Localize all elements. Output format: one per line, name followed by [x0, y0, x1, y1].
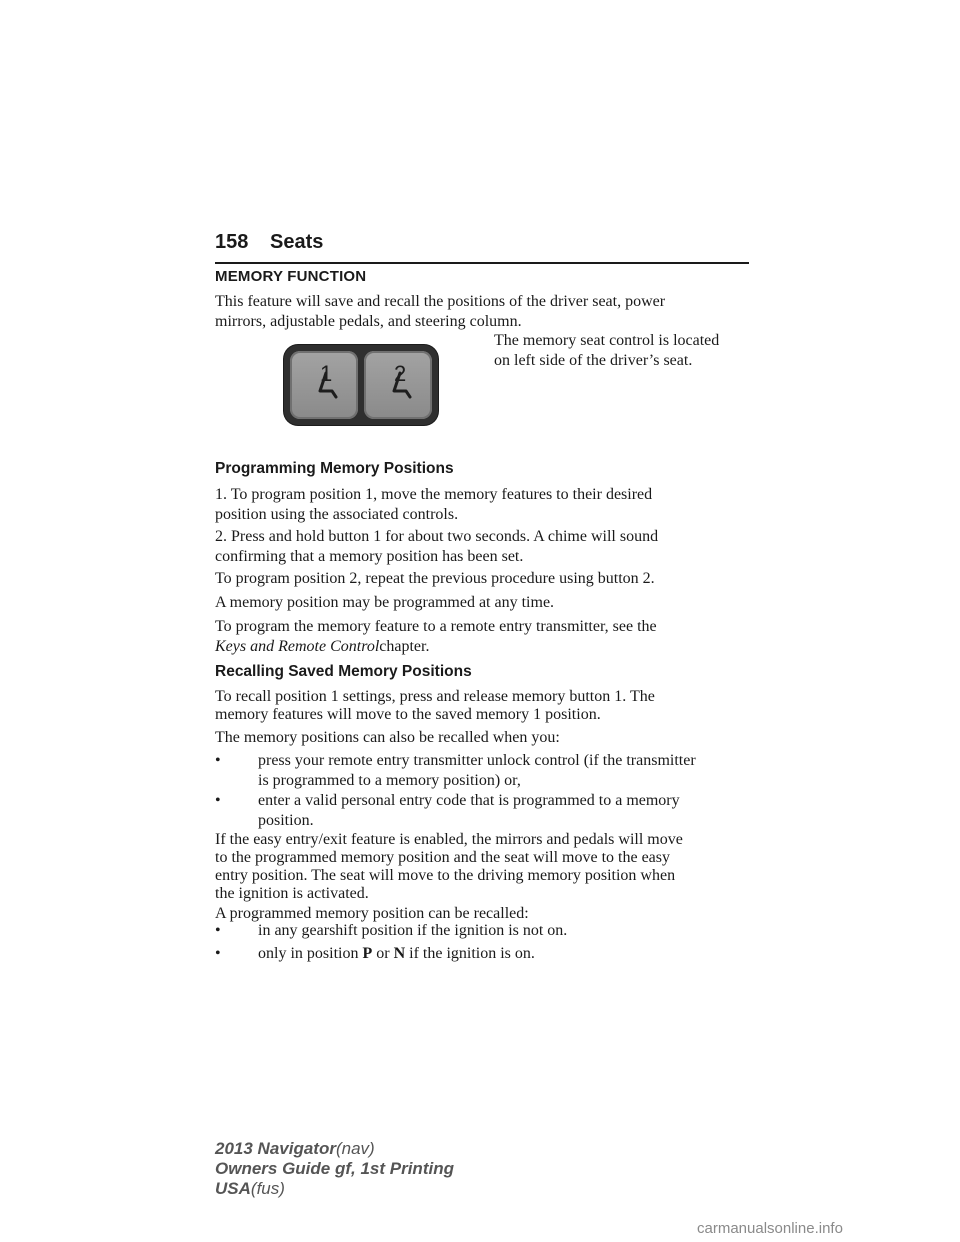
- transmitter-line: To program the memory feature to a remote entry transmitter, see the: [215, 618, 657, 635]
- watermark: carmanualsonline.info: [697, 1220, 843, 1237]
- bullet-dot: •: [215, 922, 221, 939]
- program-position-2: To program position 2, repeat the previous procedure using button 2.: [215, 570, 655, 587]
- easy-entry-line: If the easy entry/exit feature is enabled, the mirrors and pedals will move: [215, 831, 683, 848]
- recall-line: To recall position 1 settings, press and release memory button 1. The: [215, 688, 655, 705]
- bullet-dot: •: [215, 945, 221, 962]
- bullet-prefix: only in position: [258, 945, 359, 962]
- page-footer: [215, 1139, 454, 1199]
- programming-step-1: [215, 485, 755, 525]
- program-transmitter: [215, 617, 755, 657]
- note-line: The memory seat control is located: [494, 332, 720, 349]
- chapter-text: chapter.: [379, 638, 430, 655]
- memory-seat-control-illustration: [284, 345, 438, 425]
- step-line: position using the associated controls.: [215, 506, 459, 523]
- easy-entry-paragraph: [215, 831, 755, 903]
- transmitter-line: [215, 637, 755, 657]
- bullet-text: in any gearshift position if the ignition is not on.: [258, 922, 568, 939]
- bullet-text: [258, 791, 758, 831]
- bullet-text: [258, 751, 758, 791]
- program-any-time: A memory position may be programmed at any time.: [215, 594, 555, 611]
- seat-icon: [312, 371, 340, 403]
- recall-instructions: [215, 688, 755, 724]
- footer-guide: Owners Guide gf, 1st Printing: [215, 1159, 454, 1178]
- recalling-heading: Recalling Saved Memory Positions: [215, 663, 472, 680]
- memory-button-2: [364, 351, 432, 419]
- easy-entry-line: to the programmed memory position and the seat will move to the easy: [215, 849, 671, 866]
- memory-control-location-note: [494, 331, 754, 371]
- section-title: Seats: [270, 231, 324, 253]
- easy-entry-line: the ignition is activated.: [215, 885, 369, 902]
- gear-n: N: [393, 945, 406, 962]
- or-text: or: [376, 945, 390, 962]
- programming-heading: Programming Memory Positions: [215, 460, 454, 477]
- intro-line: This feature will save and recall the positions of the driver seat, power: [215, 293, 666, 310]
- gear-p: P: [362, 945, 373, 962]
- page-header: [215, 230, 749, 264]
- step-line: 1. To program position 1, move the memory features to their desired: [215, 486, 653, 503]
- bullet-dot: •: [215, 792, 221, 809]
- footer-region: USA: [215, 1179, 251, 1198]
- footer-model-code: (nav): [335, 1139, 375, 1158]
- footer-line: [215, 1139, 454, 1159]
- note-line: on left side of the driver’s seat.: [494, 352, 693, 369]
- memory-function-heading: MEMORY FUNCTION: [215, 268, 367, 285]
- bullet-dot: •: [215, 752, 221, 769]
- footer-line: [215, 1179, 454, 1199]
- memory-button-1: [290, 351, 358, 419]
- bullet-suffix: if the ignition is on.: [409, 945, 535, 962]
- bullet-line: press your remote entry transmitter unlock control (if the transmitter: [258, 752, 696, 769]
- memory-button-2-label: 2: [394, 361, 407, 386]
- page-number: 158: [215, 231, 249, 253]
- footer-region-code: (fus): [250, 1179, 285, 1198]
- bullet-line: is programmed to a memory position) or,: [258, 772, 521, 789]
- easy-entry-line: entry position. The seat will move to the driving memory position when: [215, 867, 676, 884]
- memory-function-intro: [215, 292, 755, 332]
- recall-line: memory features will move to the saved memory 1 position.: [215, 706, 601, 723]
- programmed-recalled-text: A programmed memory position can be recalled:: [215, 905, 529, 922]
- bullet-text: [258, 944, 758, 964]
- seat-icon: [386, 371, 414, 403]
- step-line: confirming that a memory position has been set.: [215, 548, 524, 565]
- programming-step-2: [215, 527, 755, 567]
- step-line: 2. Press and hold button 1 for about two seconds. A chime will sound: [215, 528, 659, 545]
- intro-line: mirrors, adjustable pedals, and steering column.: [215, 313, 522, 330]
- keys-remote-control-reference: Keys and Remote Control: [215, 638, 380, 655]
- also-recalled-text: The memory positions can also be recalled when you:: [215, 729, 560, 746]
- memory-button-1-label: 1: [320, 361, 333, 386]
- bullet-line: enter a valid personal entry code that is programmed to a memory: [258, 792, 680, 809]
- footer-model: 2013 Navigator: [215, 1139, 336, 1158]
- bullet-line: position.: [258, 812, 314, 829]
